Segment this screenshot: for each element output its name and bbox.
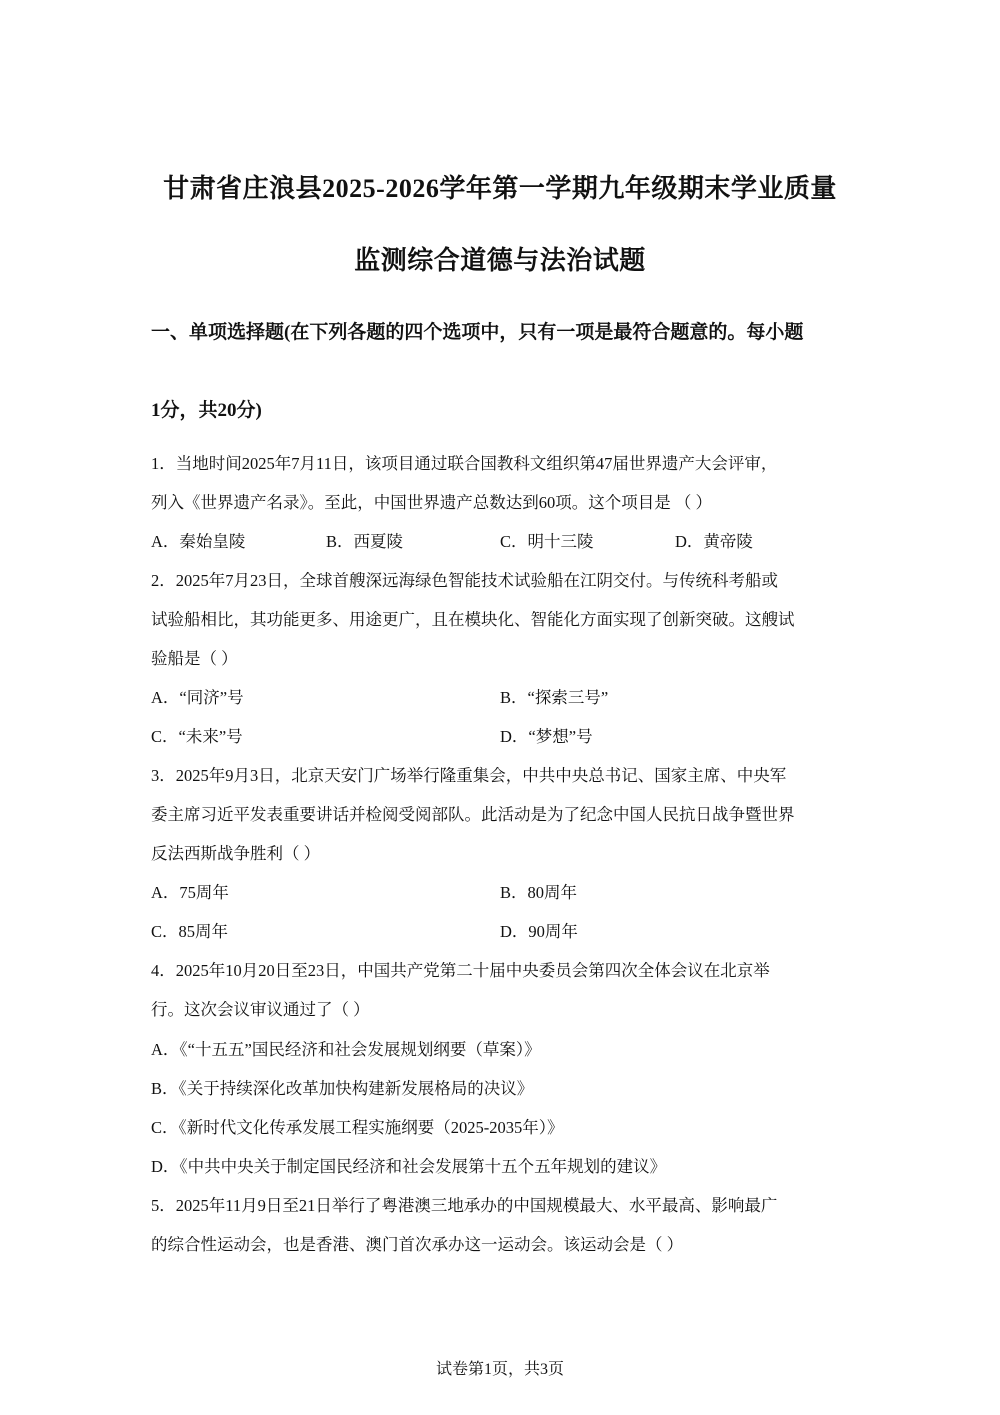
question-4-option-c: C．《新时代文化传承发展工程实施纲要（2025-2035年）》: [151, 1118, 564, 1137]
question-2-option-d: D．“梦想”号: [500, 727, 593, 746]
exam-title-line-1: 甘肃省庄浪县2025-2026学年第一学期九年级期末学业质量: [163, 174, 837, 203]
question-1-option-d: D．黄帝陵: [675, 532, 753, 551]
page-footer: 试卷第1页，共3页: [435, 1361, 564, 1378]
question-5-text: 5．2025年11月9日至21日举行了粤港澳三地承办的中国规模最大、水平最高、影响最广: [151, 1196, 778, 1215]
question-2-text: 验船是（ ）: [151, 649, 238, 668]
question-3-text: 反法西斯战争胜利（ ）: [151, 844, 321, 863]
question-1-option-c: C．明十三陵: [500, 532, 594, 551]
question-1-option-a: A．秦始皇陵: [151, 532, 246, 551]
question-1-option-b: B．西夏陵: [326, 532, 404, 551]
section-heading-line-1: 一、单项选择题(在下列各题的四个选项中，只有一项是最符合题意的。每小题: [151, 322, 804, 343]
question-2-option-c: C．“未来”号: [151, 727, 243, 746]
question-1-text: 1．当地时间2025年7月11日，该项目通过联合国教科文组织第47届世界遗产大会评审，: [151, 454, 778, 473]
exam-title-line-2: 监测综合道德与法治试题: [354, 246, 646, 275]
question-4-option-d: D．《中共中央关于制定国民经济和社会发展第十五个五年规划的建议》: [151, 1157, 667, 1176]
question-5-text: 的综合性运动会，也是香港、澳门首次承办这一运动会。该运动会是（ ）: [151, 1235, 684, 1254]
question-3-option-c: C．85周年: [151, 922, 229, 941]
question-2-text: 试验船相比，其功能更多、用途更广，且在模块化、智能化方面实现了创新突破。这艘试: [151, 610, 795, 629]
section-heading-line-2: 1分，共20分): [151, 400, 262, 421]
question-4-option-b: B．《关于持续深化改革加快构建新发展格局的决议》: [151, 1079, 534, 1098]
question-2-option-a: A．“同济”号: [151, 688, 244, 707]
question-4-text: 4．2025年10月20日至23日，中国共产党第二十届中央委员会第四次全体会议在北京举: [151, 961, 770, 980]
question-1-text: 列入《世界遗产名录》。至此，中国世界遗产总数达到60项。这个项目是 （ ）: [151, 493, 712, 512]
question-2-text: 2．2025年7月23日，全球首艘深远海绿色智能技术试验船在江阴交付。与传统科考船或: [151, 571, 778, 590]
question-4-text: 行。这次会议审议通过了（ ）: [151, 1000, 370, 1019]
question-3-option-a: A．75周年: [151, 883, 229, 902]
question-3-text: 3．2025年9月3日，北京天安门广场举行隆重集会，中共中央总书记、国家主席、中央军: [151, 766, 787, 785]
question-3-option-d: D．90周年: [500, 922, 578, 941]
question-2-option-b: B．“探索三号”: [500, 688, 609, 707]
question-3-text: 委主席习近平发表重要讲话并检阅受阅部队。此活动是为了纪念中国人民抗日战争暨世界: [151, 805, 795, 824]
question-3-option-b: B．80周年: [500, 883, 578, 902]
question-4-option-a: A．《“十五五”国民经济和社会发展规划纲要（草案）》: [151, 1040, 541, 1059]
